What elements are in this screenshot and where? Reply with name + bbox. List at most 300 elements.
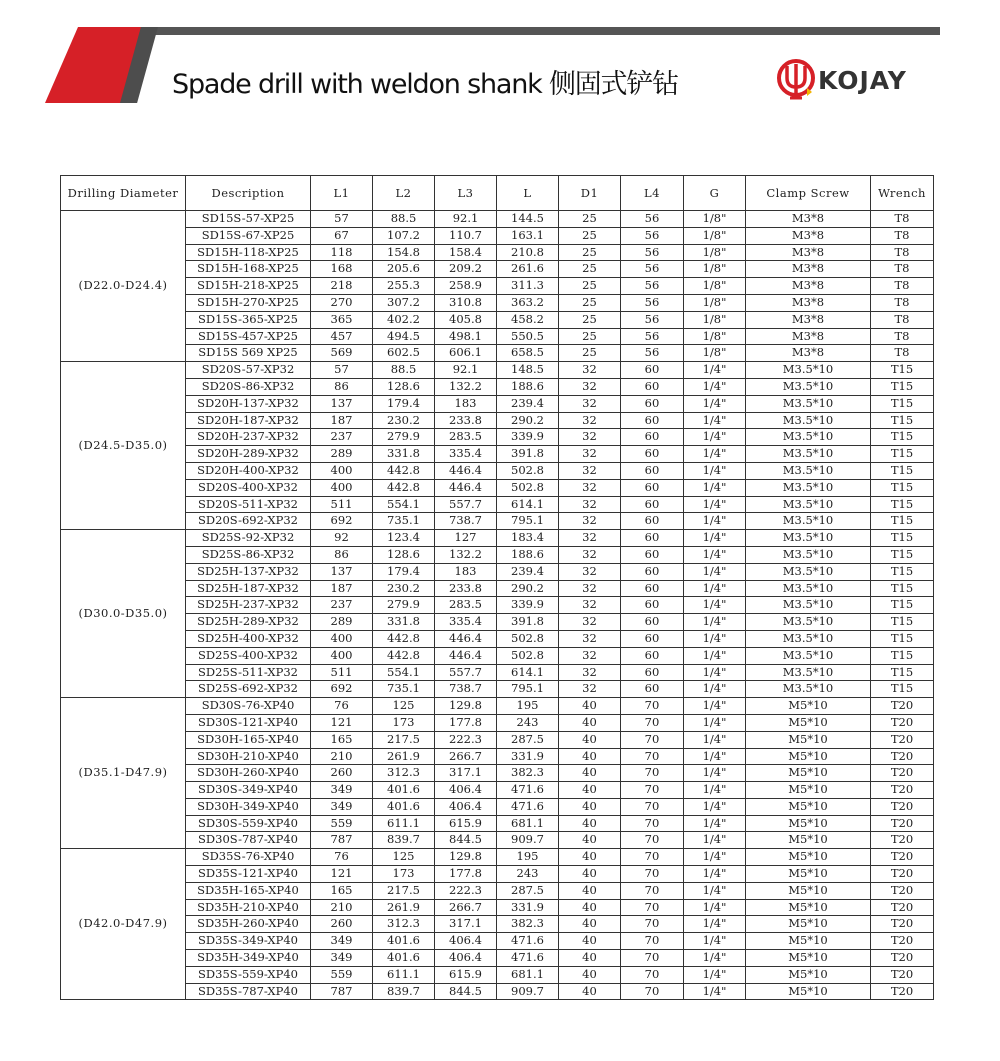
- table-row: [61, 933, 934, 950]
- table-cell: 88.5: [373, 211, 435, 228]
- table-cell: 70: [621, 698, 684, 715]
- table-cell: 511: [311, 664, 373, 681]
- table-cell: 839.7: [373, 832, 435, 849]
- table-cell: 70: [621, 731, 684, 748]
- table-cell: 400: [311, 647, 373, 664]
- table-cell: 557.7: [435, 496, 497, 513]
- table-cell: 56: [621, 294, 684, 311]
- table-cell: 839.7: [373, 983, 435, 1000]
- table-cell: 127: [435, 530, 497, 547]
- table-cell: 218: [311, 278, 373, 295]
- table-cell: SD35H-349-XP40: [186, 950, 311, 967]
- table-cell: 137: [311, 563, 373, 580]
- table-cell: SD20S-692-XP32: [186, 513, 311, 530]
- table-cell: 70: [621, 714, 684, 731]
- table-cell: 1/4": [684, 832, 746, 849]
- table-cell: M3.5*10: [746, 462, 871, 479]
- table-row: [61, 446, 934, 463]
- table-row: [61, 647, 934, 664]
- table-cell: 1/4": [684, 395, 746, 412]
- table-cell: T20: [871, 882, 934, 899]
- table-cell: 311.3: [497, 278, 559, 295]
- table-cell: 148.5: [497, 362, 559, 379]
- table-cell: 1/4": [684, 647, 746, 664]
- table-cell: 144.5: [497, 211, 559, 228]
- table-cell: 60: [621, 479, 684, 496]
- table-cell: 70: [621, 916, 684, 933]
- table-cell: M3*8: [746, 261, 871, 278]
- table-cell: 70: [621, 899, 684, 916]
- table-cell: 569: [311, 345, 373, 362]
- table-cell: 32: [559, 429, 621, 446]
- logo-text: KOJAY: [818, 65, 907, 95]
- column-header: Drilling Diameter: [61, 176, 186, 211]
- table-cell: T20: [871, 933, 934, 950]
- table-cell: 57: [311, 211, 373, 228]
- table-cell: 25: [559, 244, 621, 261]
- table-cell: SD35S-787-XP40: [186, 983, 311, 1000]
- table-cell: 158.4: [435, 244, 497, 261]
- table-cell: 56: [621, 311, 684, 328]
- table-cell: T20: [871, 798, 934, 815]
- table-cell: 382.3: [497, 916, 559, 933]
- table-cell: 129.8: [435, 698, 497, 715]
- table-row: [61, 345, 934, 362]
- table-cell: 1/4": [684, 798, 746, 815]
- table-cell: T8: [871, 328, 934, 345]
- table-cell: 1/4": [684, 916, 746, 933]
- table-cell: 1/4": [684, 580, 746, 597]
- table-cell: 442.8: [373, 630, 435, 647]
- table-cell: M3.5*10: [746, 530, 871, 547]
- table-cell: 1/4": [684, 546, 746, 563]
- table-cell: 32: [559, 462, 621, 479]
- table-cell: 795.1: [497, 681, 559, 698]
- table-cell: M3.5*10: [746, 395, 871, 412]
- table-cell: 76: [311, 849, 373, 866]
- table-cell: 70: [621, 748, 684, 765]
- table-cell: 471.6: [497, 798, 559, 815]
- table-cell: M3.5*10: [746, 614, 871, 631]
- table-cell: 349: [311, 950, 373, 967]
- table-cell: 457: [311, 328, 373, 345]
- table-cell: 233.8: [435, 412, 497, 429]
- table-cell: SD35S-559-XP40: [186, 966, 311, 983]
- table-cell: 458.2: [497, 311, 559, 328]
- table-cell: 60: [621, 681, 684, 698]
- table-cell: 307.2: [373, 294, 435, 311]
- table-row: [61, 731, 934, 748]
- table-cell: M3*8: [746, 227, 871, 244]
- table-cell: SD20H-187-XP32: [186, 412, 311, 429]
- table-cell: SD20H-137-XP32: [186, 395, 311, 412]
- table-cell: 177.8: [435, 714, 497, 731]
- table-cell: SD35H-260-XP40: [186, 916, 311, 933]
- table-cell: 107.2: [373, 227, 435, 244]
- table-cell: SD15H-168-XP25: [186, 261, 311, 278]
- table-cell: 363.2: [497, 294, 559, 311]
- table-row: [61, 244, 934, 261]
- table-cell: 289: [311, 614, 373, 631]
- table-cell: M5*10: [746, 950, 871, 967]
- table-row: [61, 462, 934, 479]
- table-cell: 60: [621, 412, 684, 429]
- table-cell: 261.9: [373, 748, 435, 765]
- column-header: L2: [373, 176, 435, 211]
- table-cell: 559: [311, 966, 373, 983]
- table-cell: 406.4: [435, 933, 497, 950]
- table-row: [61, 916, 934, 933]
- table-cell: 502.8: [497, 647, 559, 664]
- page-title: Spade drill with weldon shank 侧固式铲钻: [172, 69, 678, 100]
- table-cell: 163.1: [497, 227, 559, 244]
- table-cell: 67: [311, 227, 373, 244]
- table-cell: M5*10: [746, 916, 871, 933]
- table-cell: M3.5*10: [746, 664, 871, 681]
- table-cell: 844.5: [435, 983, 497, 1000]
- table-cell: 1/4": [684, 950, 746, 967]
- table-cell: 210: [311, 748, 373, 765]
- table-row: [61, 815, 934, 832]
- table-cell: 70: [621, 966, 684, 983]
- table-cell: SD35S-76-XP40: [186, 849, 311, 866]
- table-cell: 32: [559, 530, 621, 547]
- table-cell: M5*10: [746, 849, 871, 866]
- table-cell: 406.4: [435, 798, 497, 815]
- table-cell: 40: [559, 798, 621, 815]
- table-row: [61, 798, 934, 815]
- table-cell: T8: [871, 294, 934, 311]
- table-cell: 239.4: [497, 563, 559, 580]
- table-cell: 844.5: [435, 832, 497, 849]
- table-cell: 400: [311, 462, 373, 479]
- table-cell: 400: [311, 479, 373, 496]
- column-header: G: [684, 176, 746, 211]
- table-cell: 1/4": [684, 849, 746, 866]
- table-cell: T8: [871, 345, 934, 362]
- table-row: [61, 899, 934, 916]
- table-cell: 365: [311, 311, 373, 328]
- table-cell: 60: [621, 429, 684, 446]
- table-cell: T15: [871, 563, 934, 580]
- table-cell: 1/4": [684, 748, 746, 765]
- table-cell: 287.5: [497, 731, 559, 748]
- table-cell: T8: [871, 278, 934, 295]
- table-cell: M3*8: [746, 311, 871, 328]
- table-row: [61, 362, 934, 379]
- table-row: [61, 261, 934, 278]
- table-cell: 279.9: [373, 429, 435, 446]
- table-cell: 60: [621, 395, 684, 412]
- table-cell: M3.5*10: [746, 563, 871, 580]
- table-row: [61, 664, 934, 681]
- table-cell: T8: [871, 311, 934, 328]
- table-cell: 125: [373, 698, 435, 715]
- table-cell: 25: [559, 328, 621, 345]
- table-cell: M3.5*10: [746, 513, 871, 530]
- table-cell: 40: [559, 916, 621, 933]
- table-cell: 1/8": [684, 328, 746, 345]
- table-cell: 70: [621, 832, 684, 849]
- table-cell: M3.5*10: [746, 546, 871, 563]
- table-cell: 92.1: [435, 362, 497, 379]
- table-cell: SD30S-559-XP40: [186, 815, 311, 832]
- table-cell: 70: [621, 950, 684, 967]
- table-cell: SD25H-137-XP32: [186, 563, 311, 580]
- table-cell: SD25S-86-XP32: [186, 546, 311, 563]
- column-header: D1: [559, 176, 621, 211]
- table-cell: 125: [373, 849, 435, 866]
- table-cell: T15: [871, 362, 934, 379]
- table-cell: T20: [871, 950, 934, 967]
- table-cell: T15: [871, 513, 934, 530]
- table-body: [61, 211, 934, 1000]
- table-cell: 1/8": [684, 311, 746, 328]
- table-cell: 611.1: [373, 815, 435, 832]
- table-cell: 554.1: [373, 496, 435, 513]
- table-cell: T15: [871, 395, 934, 412]
- table-cell: 261.9: [373, 899, 435, 916]
- table-cell: M5*10: [746, 882, 871, 899]
- table-cell: 406.4: [435, 950, 497, 967]
- table-cell: 279.9: [373, 597, 435, 614]
- table-row: [61, 563, 934, 580]
- table-cell: SD20H-289-XP32: [186, 446, 311, 463]
- table-cell: 331.8: [373, 614, 435, 631]
- table-cell: M5*10: [746, 866, 871, 883]
- table-cell: 349: [311, 933, 373, 950]
- table-row: [61, 966, 934, 983]
- table-cell: 25: [559, 211, 621, 228]
- table-cell: 1/4": [684, 614, 746, 631]
- table-cell: T20: [871, 983, 934, 1000]
- table-cell: 179.4: [373, 395, 435, 412]
- table-cell: 57: [311, 362, 373, 379]
- table-cell: 32: [559, 546, 621, 563]
- table-cell: 70: [621, 849, 684, 866]
- table-cell: 217.5: [373, 731, 435, 748]
- table-cell: 310.8: [435, 294, 497, 311]
- table-cell: 56: [621, 278, 684, 295]
- table-cell: SD30H-260-XP40: [186, 765, 311, 782]
- table-cell: SD20H-400-XP32: [186, 462, 311, 479]
- table-cell: M3.5*10: [746, 446, 871, 463]
- table-cell: 349: [311, 782, 373, 799]
- table-cell: 40: [559, 731, 621, 748]
- table-cell: 738.7: [435, 513, 497, 530]
- table-cell: T15: [871, 597, 934, 614]
- table-row: [61, 378, 934, 395]
- table-cell: 1/8": [684, 261, 746, 278]
- table-cell: 56: [621, 211, 684, 228]
- table-cell: 735.1: [373, 513, 435, 530]
- table-cell: 60: [621, 362, 684, 379]
- table-cell: T15: [871, 614, 934, 631]
- table-cell: 70: [621, 815, 684, 832]
- table-row: [61, 782, 934, 799]
- table-row: [61, 714, 934, 731]
- table-cell: 32: [559, 614, 621, 631]
- table-cell: T15: [871, 446, 934, 463]
- table-cell: SD15S 569 XP25: [186, 345, 311, 362]
- table-cell: 1/4": [684, 362, 746, 379]
- table-cell: 401.6: [373, 782, 435, 799]
- table-cell: 32: [559, 362, 621, 379]
- table-cell: 121: [311, 714, 373, 731]
- table-cell: 205.6: [373, 261, 435, 278]
- table-row: [61, 479, 934, 496]
- table-cell: 188.6: [497, 378, 559, 395]
- table-cell: 60: [621, 563, 684, 580]
- table-cell: SD20S-86-XP32: [186, 378, 311, 395]
- table-cell: 187: [311, 412, 373, 429]
- table-cell: 70: [621, 933, 684, 950]
- table-cell: 60: [621, 446, 684, 463]
- table-cell: 446.4: [435, 479, 497, 496]
- table-cell: 128.6: [373, 546, 435, 563]
- table-cell: 559: [311, 815, 373, 832]
- table-cell: T20: [871, 899, 934, 916]
- table-cell: T20: [871, 815, 934, 832]
- table-cell: M3.5*10: [746, 647, 871, 664]
- table-cell: 471.6: [497, 782, 559, 799]
- table-cell: 557.7: [435, 664, 497, 681]
- table-cell: 692: [311, 681, 373, 698]
- table-cell: 382.3: [497, 765, 559, 782]
- table-cell: M5*10: [746, 983, 871, 1000]
- table-cell: T15: [871, 378, 934, 395]
- table-cell: 446.4: [435, 462, 497, 479]
- spec-table: [60, 175, 934, 1000]
- table-cell: 40: [559, 849, 621, 866]
- column-header: Wrench: [871, 176, 934, 211]
- table-cell: 602.5: [373, 345, 435, 362]
- table-cell: 183: [435, 395, 497, 412]
- table-cell: SD25S-511-XP32: [186, 664, 311, 681]
- table-cell: 1/4": [684, 815, 746, 832]
- table-cell: 32: [559, 597, 621, 614]
- table-cell: T20: [871, 849, 934, 866]
- table-cell: 118: [311, 244, 373, 261]
- column-header: Clamp Screw: [746, 176, 871, 211]
- table-cell: SD20S-57-XP32: [186, 362, 311, 379]
- table-cell: 70: [621, 882, 684, 899]
- table-cell: T20: [871, 866, 934, 883]
- table-cell: 1/4": [684, 664, 746, 681]
- table-cell: T15: [871, 681, 934, 698]
- table-cell: T15: [871, 664, 934, 681]
- table-cell: 132.2: [435, 546, 497, 563]
- table-cell: 128.6: [373, 378, 435, 395]
- table-cell: 76: [311, 698, 373, 715]
- table-cell: T20: [871, 832, 934, 849]
- table-row: [61, 950, 934, 967]
- table-cell: 909.7: [497, 983, 559, 1000]
- table-cell: 40: [559, 966, 621, 983]
- table-cell: 86: [311, 546, 373, 563]
- table-cell: 614.1: [497, 664, 559, 681]
- table-cell: 110.7: [435, 227, 497, 244]
- table-cell: SD15S-57-XP25: [186, 211, 311, 228]
- column-header: L: [497, 176, 559, 211]
- table-cell: SD20H-237-XP32: [186, 429, 311, 446]
- table-cell: 183.4: [497, 530, 559, 547]
- table-cell: SD25H-237-XP32: [186, 597, 311, 614]
- table-cell: T15: [871, 630, 934, 647]
- drilling-diameter-cell: (D35.1-D47.9): [61, 698, 186, 849]
- table-cell: 312.3: [373, 916, 435, 933]
- table-cell: 123.4: [373, 530, 435, 547]
- table-cell: 1/4": [684, 378, 746, 395]
- table-cell: SD30S-76-XP40: [186, 698, 311, 715]
- column-header: L3: [435, 176, 497, 211]
- table-row: [61, 580, 934, 597]
- table-cell: 137: [311, 395, 373, 412]
- table-cell: 1/4": [684, 731, 746, 748]
- table-cell: 56: [621, 328, 684, 345]
- table-cell: 331.9: [497, 748, 559, 765]
- table-cell: M5*10: [746, 765, 871, 782]
- table-cell: 25: [559, 278, 621, 295]
- table-cell: 258.9: [435, 278, 497, 295]
- table-cell: 121: [311, 866, 373, 883]
- table-cell: 331.8: [373, 446, 435, 463]
- table-cell: 173: [373, 714, 435, 731]
- table-row: [61, 311, 934, 328]
- table-cell: 154.8: [373, 244, 435, 261]
- table-cell: 60: [621, 530, 684, 547]
- table-cell: M3*8: [746, 294, 871, 311]
- table-cell: 40: [559, 882, 621, 899]
- table-cell: 60: [621, 580, 684, 597]
- table-cell: T20: [871, 748, 934, 765]
- table-row: [61, 983, 934, 1000]
- table-cell: 289: [311, 446, 373, 463]
- table-cell: 177.8: [435, 866, 497, 883]
- table-cell: M3.5*10: [746, 681, 871, 698]
- table-cell: 222.3: [435, 882, 497, 899]
- table-cell: 1/4": [684, 496, 746, 513]
- table-row: [61, 882, 934, 899]
- table-cell: 188.6: [497, 546, 559, 563]
- table-cell: 230.2: [373, 412, 435, 429]
- table-cell: 442.8: [373, 462, 435, 479]
- column-header: L1: [311, 176, 373, 211]
- table-cell: 1/4": [684, 412, 746, 429]
- table-cell: 60: [621, 496, 684, 513]
- table-cell: 32: [559, 681, 621, 698]
- header-bar: [150, 27, 940, 35]
- table-row: [61, 614, 934, 631]
- table-cell: T15: [871, 462, 934, 479]
- table-cell: 40: [559, 714, 621, 731]
- table-cell: 1/4": [684, 530, 746, 547]
- table-cell: 40: [559, 748, 621, 765]
- table-cell: T15: [871, 647, 934, 664]
- table-cell: 56: [621, 261, 684, 278]
- table-row: [61, 765, 934, 782]
- table-cell: 1/4": [684, 933, 746, 950]
- table-cell: 1/4": [684, 866, 746, 883]
- table-cell: 25: [559, 294, 621, 311]
- table-cell: M5*10: [746, 798, 871, 815]
- column-header: L4: [621, 176, 684, 211]
- table-cell: T20: [871, 966, 934, 983]
- table-cell: 195: [497, 698, 559, 715]
- table-cell: 40: [559, 782, 621, 799]
- table-cell: T20: [871, 698, 934, 715]
- table-cell: 692: [311, 513, 373, 530]
